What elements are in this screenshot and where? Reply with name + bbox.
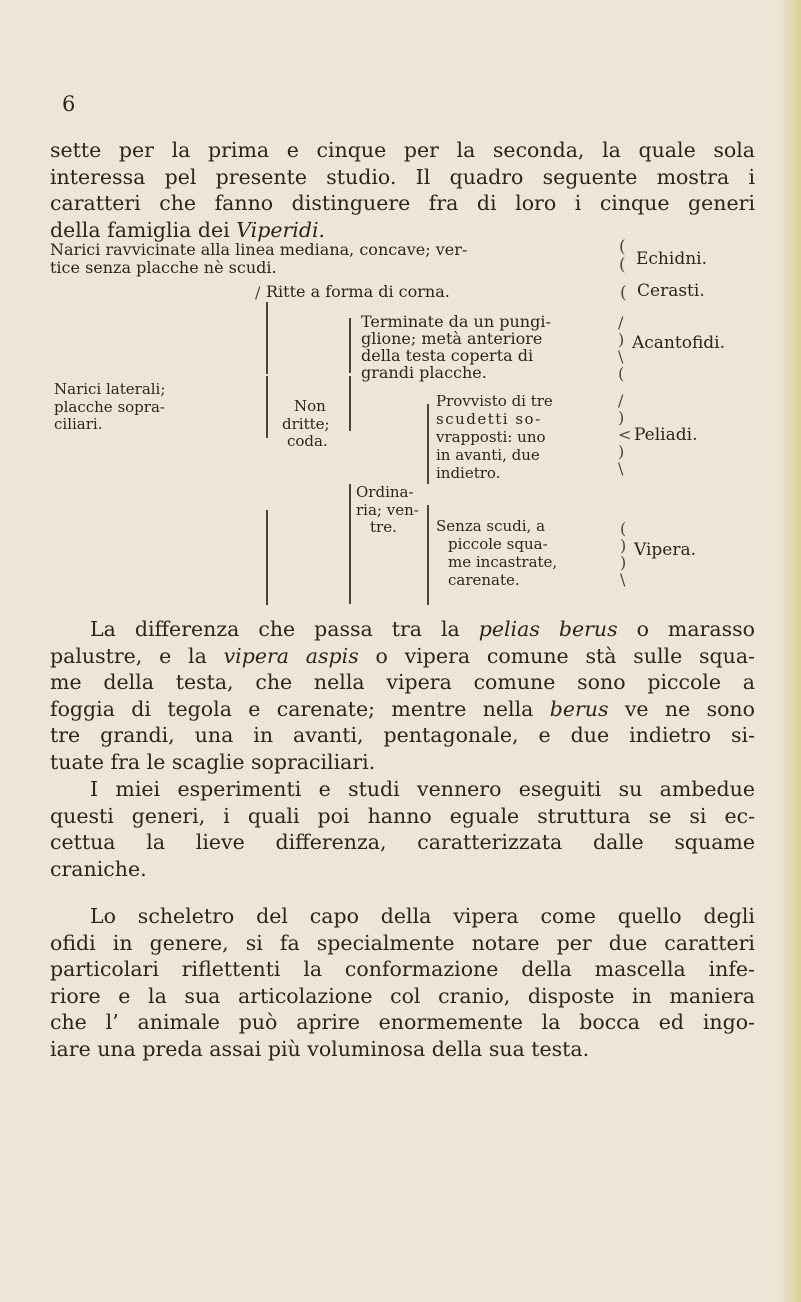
peliadi-brace: / ) < ) \ xyxy=(618,391,632,478)
provvisto-line: Provvisto di tre xyxy=(436,392,553,410)
para2-line xyxy=(50,643,755,670)
para4-line: ofidi in genere, si fa specialmente notare per due caratteri xyxy=(50,930,755,955)
intro-line: caratteri che fanno distinguere fra di loro i cinque generi xyxy=(50,191,755,216)
intro-paragraph xyxy=(50,137,755,243)
row1-line: Narici ravvicinate alla linea mediana, concave; ver- xyxy=(50,240,468,259)
narici-line: Narici laterali; xyxy=(54,380,166,398)
page-edge-shadow xyxy=(779,0,801,1302)
senza-line: Senza scudi, a xyxy=(436,517,546,535)
intro-line: sette per la prima e cinque per la seconda, la quale sola xyxy=(50,138,755,162)
bracket-line xyxy=(349,376,351,431)
terminate-line: Terminate da un pungi- xyxy=(361,312,551,331)
para2-line: tre grandi, una in avanti, pentagonale, e due indietro si- xyxy=(50,723,755,748)
para4-line: Lo scheletro del capo della vipera come quello degli xyxy=(90,904,755,928)
para2-line: tuate fra le scaglie sopraciliari. xyxy=(50,749,376,774)
row1-text xyxy=(50,241,467,276)
intro-line: interessa pel presente studio. Il quadro seguente mostra i xyxy=(50,164,755,189)
cerasti-genus: Cerasti. xyxy=(637,281,705,301)
bracket-line xyxy=(427,505,429,605)
para2-line: me della testa, che nella vipera comune sono piccole a xyxy=(50,670,755,695)
ritte-text: Ritte a forma di corna. xyxy=(266,282,450,301)
paragraph-esperimenti xyxy=(50,776,755,882)
para2-line xyxy=(50,616,755,643)
acantofidi-brace: / ) \ ( xyxy=(618,313,625,383)
intro-line-text: della famiglia dei xyxy=(50,217,237,242)
ordinaria-line: Ordina- xyxy=(356,483,414,501)
para3-line: craniche. xyxy=(50,856,147,881)
ritte-brace: / xyxy=(255,283,261,302)
bracket-line xyxy=(266,376,268,438)
cerasti-brace: ( xyxy=(620,283,627,303)
bracket-line xyxy=(427,404,429,484)
provvisto-line: vrapposti: uno xyxy=(436,428,546,446)
senza-text xyxy=(436,517,557,589)
species-name: pelias berus xyxy=(478,617,618,641)
para4-line: che l’ animale può aprire enormemente la bocca ed ingo- xyxy=(50,1010,755,1035)
non-dritte xyxy=(282,398,330,451)
para4-line: particolari riflettenti la conformazione della mascella infe- xyxy=(50,957,755,982)
terminate-line: glione; metà anteriore xyxy=(361,329,543,348)
acantofidi-genus: Acantofidi. xyxy=(632,333,726,353)
ordinaria-line: tre. xyxy=(370,518,397,537)
narici-line: ciliari. xyxy=(54,415,103,434)
para3-line: questi generi, i quali poi hanno eguale struttura se si ec- xyxy=(50,803,755,828)
text-run: ve ne sono xyxy=(608,696,755,721)
non-dritte-line: dritte; xyxy=(282,414,330,433)
text-run: La differenza che passa tra la xyxy=(90,617,479,641)
text-run: foggia di tegola e carenate; mentre nella xyxy=(50,696,550,721)
narici-line: placche sopra- xyxy=(54,397,165,416)
para2-line xyxy=(50,696,755,723)
text-run: palustre, e la xyxy=(50,643,224,668)
paragraph-scheletro xyxy=(50,903,755,1063)
provvisto-line: scudetti so- xyxy=(436,410,542,428)
ordinaria xyxy=(356,484,419,537)
senza-line: piccole squa- xyxy=(448,535,548,553)
species-name: berus xyxy=(549,696,609,721)
text-run: o vipera comune stà sulle squa- xyxy=(358,643,755,668)
non-dritte-line: Non xyxy=(294,397,326,415)
bracket-line xyxy=(266,302,268,374)
provvisto-line: indietro. xyxy=(436,464,501,482)
para3-line: cettua la lieve differenza, caratterizzata dalle squame xyxy=(50,830,755,855)
page-number: 6 xyxy=(62,92,76,116)
terminate-line: grandi placche. xyxy=(361,363,487,382)
para4-line: riore e la sua articolazione col cranio, disposte in maniera xyxy=(50,983,755,1008)
ordinaria-line: ria; ven- xyxy=(356,500,419,519)
bracket-line xyxy=(349,318,351,373)
intro-italic: Viperidi. xyxy=(236,217,326,242)
vipera-genus: Vipera. xyxy=(634,540,697,560)
bracket-line xyxy=(266,510,268,605)
row1-genus: Echidni. xyxy=(636,249,707,269)
provvisto-text xyxy=(436,392,553,482)
species-name: vipera aspis xyxy=(223,643,359,668)
vipera-brace: ( ) ) \ xyxy=(620,519,627,589)
bracket-line xyxy=(349,484,351,604)
senza-line: carenate. xyxy=(448,571,520,589)
row1-line: tice senza placche nè scudi. xyxy=(50,257,277,277)
text-run: o marasso xyxy=(617,617,755,641)
peliadi-genus: Peliadi. xyxy=(634,425,698,445)
terminate-text xyxy=(361,313,551,381)
para3-line: I miei esperimenti e studi vennero eseguiti su ambedue xyxy=(90,777,755,801)
senza-line: me incastrate, xyxy=(448,553,558,571)
row1-brace: ( ( xyxy=(619,237,626,275)
narici-laterali xyxy=(54,381,165,434)
provvisto-line: in avanti, due xyxy=(436,446,540,464)
terminate-line: della testa coperta di xyxy=(361,346,534,365)
para4-line: iare una preda assai più voluminosa della sua testa. xyxy=(50,1036,590,1061)
paragraph-differenza xyxy=(50,616,755,776)
non-dritte-line: coda. xyxy=(287,432,328,451)
